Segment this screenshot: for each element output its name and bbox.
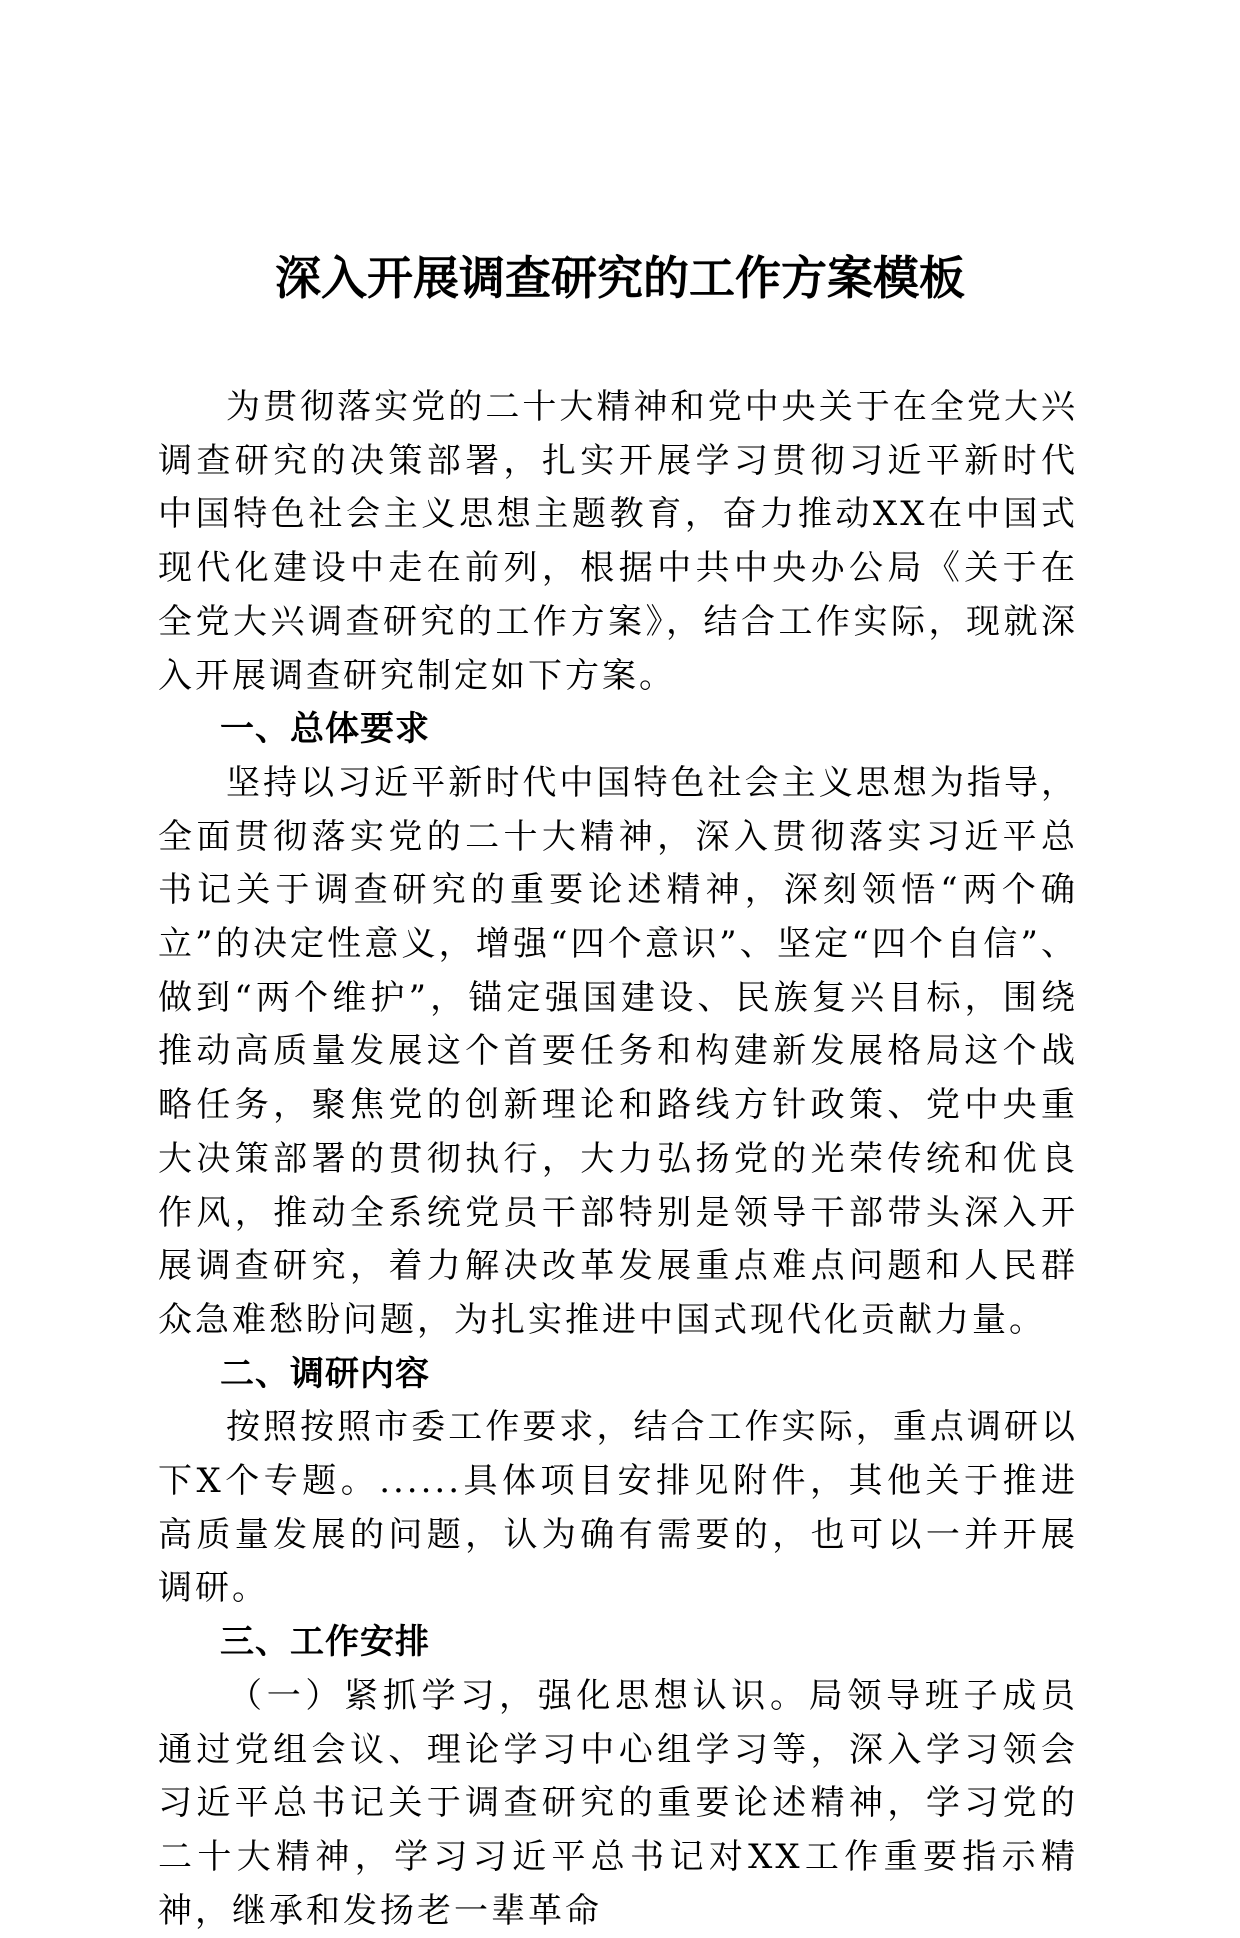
section-heading-work-arrangement: 三、工作安排 — [220, 1622, 430, 1663]
document-title: 深入开展调查研究的工作方案模板 — [275, 251, 965, 305]
document-body — [158, 381, 1078, 1938]
section-paragraph-research-content: 按照按照市委工作要求，结合工作实际，重点调研以下X个专题。......具体项目安排见附件，其他关于推进高质量发展的问题，认为确有需要的，也可以一并开展调研。 — [158, 1407, 1078, 1609]
section-heading-general-requirements: 一、总体要求 — [220, 709, 430, 750]
section-paragraph-general-requirements: 坚持以习近平新时代中国特色社会主义思想为指导，全面贯彻落实党的二十大精神，深入贯彻落实习近平总书记关于调查研究的重要论述精神，深刻领悟“两个确立”的决定性意义，增强“四个意识”、坚定“四个自信”、做到“两个维护”，锚定强国建设、民族复兴目标，围绕推动高质量发展这个首要任务和构建新发展格局这个战略任务，聚焦党的创新理论和路线方针政策、党中央重大决策部署的贯彻执行，大力弘扬党的光荣传统和优良作风，推动全系统党员干部特别是领导干部带头深入开展调查研究，着力解决改革发展重点难点问题和人民群众急难愁盼问题，为扎实推进中国式现代化贡献力量。 — [158, 762, 1078, 1340]
section-heading-research-content: 二、调研内容 — [220, 1353, 430, 1394]
intro-paragraph: 为贯彻落实党的二十大精神和党中央关于在全党大兴调查研究的决策部署，扎实开展学习贯彻习近平新时代中国特色社会主义思想主题教育，奋力推动XX在中国式现代化建设中走在前列，根据中共中央办公局《关于在全党大兴调查研究的工作方案》，结合工作实际，现就深入开展调查研究制定如下方案。 — [158, 387, 1078, 696]
section-paragraph-work-arrangement: （一）紧抓学习，强化思想认识。局领导班子成员通过党组会议、理论学习中心组学习等，深入学习领会习近平总书记关于调查研究的重要论述精神，学习党的二十大精神，学习习近平总书记对XX工作重要指示精神，继承和发扬老一辈革命 — [158, 1675, 1078, 1931]
